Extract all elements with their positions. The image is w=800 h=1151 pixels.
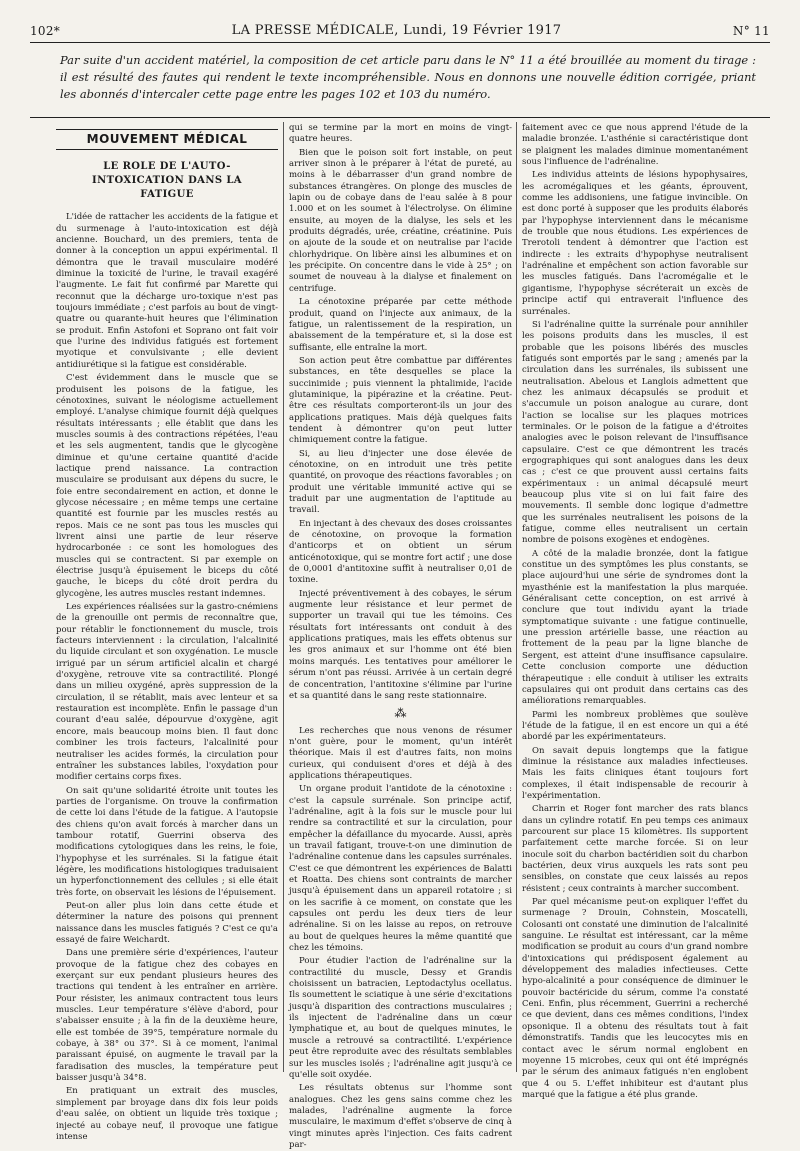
- paragraph: Dans une première série d'expériences, l'auteur provoque de la fatigue chez des cobayes en exerçant sur eux pendant plusieurs heures des tractions qui tendent à les entraîner en arrière. Pour résister, les animaux contractent tous leurs muscles. Leur température s'élève d'abord, pour s'abaisser ensuite ; à la fin de la deuxième heure, elle est tombée de 39°5, température normale du cobaye, à 38° ou 37°. Si à ce moment, l'animal paraissant épuisé, on augmente le travail par la faradisation des muscles, la température peut baisser jusqu'à 34°8.: [56, 948, 278, 1084]
- paragraph: Injecté préventivement à des cobayes, le sérum augmente leur résistance et leur permet de supporter un travail qui tue les témoins. Ces résultats fort intéressants ont conduit à des applications pratiques, mais les effets obtenus sur les gros animaux et sur l'homme ont été bien moins marqués. Les tentatives pour améliorer le sérum n'ont pas réussi. Arrivée à un certain degré de concentration, l'antitoxine s'élimine par l'urine et sa quantité dans le sang reste stationnaire.: [289, 588, 512, 701]
- column-divider: [516, 122, 517, 1072]
- header-rule: [30, 42, 770, 43]
- paragraph: A côté de la maladie bronzée, dont la fatigue constitue un des symptômes les plus constants, se place aujourd'hui une série de syndromes dont la myasthénie est la manifestation la plus marquée. Généralisant cette conception, on est arrivé à conclure que tout individu ayant la triade symptomatique suivante : une fatigue continuelle, une pression artérielle basse, une réaction au frottement de la peau par la ligne blanche de Sergent, est atteint d'une insuffisance capsulaire. Cette conclusion comporte une déduction thérapeutique : elle conduit à utiliser les extraits capsulaires qui ont produit dans certains cas des améliorations remarquables.: [522, 548, 748, 707]
- paragraph: Les individus atteints de lésions hypophysaires, les acromégaliques et les géants, éprouvent, comme les addisoniens, une fatigue invincible. On est donc porté à supposer que les produits élaborés par l'hypophyse interviennent dans le mécanisme de trouble que nous étudions. Les expériences de Trerotoli tendent à démontrer que l'action est indirecte : les extraits d'hypophyse neutralisent l'adrénaline et empêchent son action favorable sur les muscles fatigués. Dans l'acromégalie et le gigantisme, l'hypophyse sécréterait un excès de principe actif qui entraverait l'influence des surrénales.: [522, 170, 748, 317]
- paragraph: Parmi les nombreux problèmes que soulève l'étude de la fatigue, il en est encore un qui a été abordé par les expérimentateurs.: [522, 709, 748, 743]
- issue-number: N° 11: [732, 24, 770, 38]
- page-number: 102*: [30, 24, 61, 38]
- paragraph: La cénotoxine préparée par cette méthode produit, quand on l'injecte aux animaux, de la fatigue, un ralentissement de la respiration, un abaissement de la température et, si la dose est suffisante, elle entraîne la mort.: [289, 297, 512, 353]
- paragraph: Bien que le poison soit fort instable, on peut arriver sinon à le préparer à l'état de pureté, au moins à le débarrasser d'un grand nombre de substances étrangères. On plonge des muscles de lapin ou de cobaye dans de l'eau salée à 8 pour 1.000 et on les soumet à l'électrolyse. On élimine ensuite, au moyen de la dialyse, les sels et les produits dégradés, urée, créatine, créatinine. Puis on ajoute de la soude et on neutralise par l'acide chlorhydrique. On libère ainsi les albumines et on les précipite. On concentre dans le vide à 25° ; on soumet de nouveau à la dialyse et finalement on centrifuge.: [289, 147, 512, 294]
- paragraph: Un organe produit l'antidote de la cénotoxine : c'est la capsule surrénale. Son principe actif, l'adrénaline, agit à la fois sur le muscle pour lui rendre sa contractilité et sur la circulation, pour empêcher la défaillance du myocarde. Aussi, après un travail fatigant, trouve-t-on une diminution de l'adrénaline contenue dans les capsules surrénales. C'est ce que démontrent les expériences de Balatti et Roatta. Des chiens sont contraints de marcher jusqu'à épuisement dans un appareil rotatoire ; si on les sacrifie à ce moment, on constate que les capsules ont perdu les deux tiers de leur adrénaline. Si on les laisse au repos, on retrouve au bout de quelques heures la même quantité que chez les témoins.: [289, 784, 512, 954]
- column-2: [289, 123, 512, 1150]
- paragraph: Par quel mécanisme peut-on expliquer l'effet du surmenage ? Drouin, Cohnstein, Moscatelli, Colosanti ont constaté une diminution de l'alcalinité sanguine. Le résultat est intéressant, car la même modification se produit au cours d'un grand nombre d'intoxications qui prédisposent également au développement des maladies infectieuses. Cette hypo-alcalinité a pour conséquence de diminuer le pouvoir bactéricide du sérum, comme l'a constaté Ceni. Enfin, plus récemment, Guerrini a recherché ce que devient, dans ces mêmes conditions, l'index opsonique. Il a obtenu des résultats tout à fait démonstratifs. Tandis que les leucocytes mis en contact avec le sérum normal englobent en moyenne 15 microbes, ceux qui ont été imprégnés par le sérum des animaux fatigués n'en englobent que 4 ou 5. L'effet inhibiteur est d'autant plus marqué que la fatigue a été plus grande.: [522, 897, 748, 1100]
- paragraph: Charrin et Roger font marcher des rats blancs dans un cylindre rotatif. En peu temps ces animaux parcourent sur place 15 kilomètres. Ils supportent parfaitement cette marche forcée. Si on leur inocule soit du charbon bactéridien soit du charbon bactérien, deux virus auxquels les rats sont peu sensibles, on constate que ceux laissés au repos résistent ; ceux contraints à marcher succombent.: [522, 804, 748, 894]
- paragraph: L'idée de rattacher les accidents de la fatigue et du surmenage à l'auto-intoxication est déjà ancienne. Bouchard, un des premiers, tenta de donner à la conception un appui expérimental. Il démontra que le travail musculaire modéré diminue la toxicité de l'urine, le travail exagéré l'augmente. Le fait fut confirmé par Marette qui reconnut que la décharge uro-toxique n'est pas toujours immédiate ; c'est parfois au bout de vingt-quatre ou quarante-huit heures que l'élimination se produit. Enfin Astofoni et Soprano ont fait voir que l'urine des individus fatigués est fortement myotique et convulsivante ; elle devient antidiurétique si la fatigue est considérable.: [56, 212, 278, 370]
- column-divider: [283, 122, 284, 1072]
- article-title: LE ROLE DE L'AUTO-INTOXICATION DANS LA FATIGUE: [92, 161, 242, 201]
- running-header: [30, 12, 770, 38]
- paragraph: En injectant à des chevaux des doses croissantes de cénotoxine, on provoque la formation d'anticorps et on obtient un sérum anticénotoxique, qui se montre fort actif ; une dose de 0,0001 d'antitoxine suffit à neutraliser 0,01 de toxine.: [289, 518, 512, 586]
- paragraph: qui se termine par la mort en moins de vingt-quatre heures.: [289, 123, 512, 145]
- paragraph: Son action peut être combattue par différentes substances, en tête desquelles se place la succinimide ; puis viennent la phtalimide, l'acide glutaminique, la pipérazine et la créatine. Peut-être ces résultats comporteront-ils un jour des applications pratiques. Mais déjà quelques faits tendent à démontrer qu'on peut lutter chimiquement contre la fatigue.: [289, 355, 512, 446]
- paragraph: Peut-on aller plus loin dans cette étude et déterminer la nature des poisons qui prennent naissance dans les muscles fatigués ? C'est ce qu'a essayé de faire Weichardt.: [56, 900, 278, 945]
- paragraph: Si l'adrénaline quitte la surrénale pour annihiler les poisons produits dans les muscles, il est probable que les poisons libérés des muscles fatigués sont emportés par le sang ; amenés par la circulation dans les surrénales, ils subissent une neutralisation. Abelous et Langlois admettent que chez les animaux décapsulés se produit et s'accumule un poison analogue au curare, dont l'action se localise sur les plaques motrices terminales. Or le poison de la fatigue a d'étroites analogies avec le poison relevant de l'insuffisance capsulaire. C'est ce que démontrent les tracés ergographiques qui sont analogues dans les deux cas ; c'est ce que prouvent aussi certains faits expérimentaux : un animal décapsulé meurt beaucoup plus vite si on lui fait faire des mouvements. Il semble donc logique d'admettre que les surrénales neutralisent les poisons de la fatigue, comme elles neutralisent un certain nombre de poisons exogènes et endogènes.: [522, 319, 748, 546]
- paragraph: Les résultats obtenus sur l'homme sont analogues. Chez les gens sains comme chez les malades, l'adrénaline augmente la force musculaire, le maximum d'effet s'observe de cinq à vingt minutes après l'injection. Ces faits cadrent par-: [289, 1083, 512, 1150]
- paragraph: Les expériences réalisées sur la gastro-cnémiens de la grenouille ont permis de reconnaître que, pour rétablir le fonctionnement du muscle, trois facteurs interviennent : la circulation, l'alcalinité du liquide circulant et son oxygénation. Le muscle irrigué par un sérum artificiel alcalin et chargé d'oxygène, retrouve vite sa contractilité. Plongé dans un milieu oxygéné, après suppression de la circulation, il se rétablit, mais avec lenteur et sa restauration est incomplète. Enfin le passage d'un courant d'eau salée, dépourvue d'oxygène, agit encore, mais beaucoup moins bien. Il faut donc combiner les trois facteurs, l'alcalinité pour neutraliser les acides formés, la circulation pour entraîner les substances labiles, l'oxydation pour modifier certains corps fixes.: [56, 602, 278, 783]
- journal-title: LA PRESSE MÉDICALE, Lundi, 19 Février 1917: [231, 23, 562, 38]
- paragraph: En pratiquant un extrait des muscles, simplement par broyage dans dix fois leur poids d'eau salée, on obtient un liquide très toxique ; injecté au cobaye neuf, il provoque une fatigue intense: [56, 1086, 278, 1142]
- column-1: [56, 123, 278, 1142]
- paragraph: faitement avec ce que nous apprend l'étude de la maladie bronzée. L'asthénie si caractéristique dont se plaignent les malades diminue momentanément sous l'influence de l'adrénaline.: [522, 123, 748, 168]
- column-3: [522, 123, 748, 1100]
- erratum-notice: Par suite d'un accident matériel, la composition de cet article paru dans le N° 11 a été brouillée au moment du tirage : il est résulté des fautes qui rendent le texte incompréhensible. Nous en donnons une nouvelle édition corrigée, priant les abonnés d'intercaler cette page entre les pages 102 et 103 du numéro.: [60, 53, 756, 101]
- paragraph: On sait qu'une solidarité étroite unit toutes les parties de l'organisme. On trouve la confirmation de cette loi dans l'étude de la fatigue. A l'autopsie des chiens qu'on avait forcés à marcher dans un tambour rotatif, Guerrini observa des modifications cytologiques dans les reins, le foie, l'hypophyse et les surrénales. Si la fatigue était légère, les modifications histologiques traduisaient un hyperfonctionnement des cellules ; si elle était très forte, on observait les lésions de l'épuisement.: [56, 785, 278, 898]
- section-heading: MOUVEMENT MÉDICAL: [56, 129, 278, 150]
- paragraph: Si, au lieu d'injecter une dose élevée de cénotoxine, on en introduit une très petite quantité, on provoque des réactions favorables ; on produit une véritable immunité active qui se traduit par une augmentation de l'aptitude au travail.: [289, 448, 512, 516]
- paragraph: On savait depuis longtemps que la fatigue diminue la résistance aux maladies infectieuses. Mais les faits cliniques étant toujours fort complexes, il était indispensable de recourir à l'expérimentation.: [522, 745, 748, 801]
- paragraph: Les recherches que nous venons de résumer n'ont guère, pour le moment, qu'un intérêt théorique. Mais il est d'autres faits, non moins curieux, qui conduisent d'ores et déjà à des applications thérapeutiques.: [289, 725, 512, 781]
- paragraph: Pour étudier l'action de l'adrénaline sur la contractilité du muscle, Dessy et Grandis choisissent un batracien, Leptodactylus ocellatus. Ils soumettent le sciatique à une série d'excitations jusqu'à disparition des contractions musculaires ; ils injectent de l'adrénaline dans un cœur lymphatique et, au bout de quelques minutes, le muscle a retrouvé sa contractilité. L'expérience peut être reproduite avec des résultats semblables sur les muscles isolés ; l'adrénaline agit jusqu'à ce qu'elle soit oxydée.: [289, 956, 512, 1080]
- notice-rule: [30, 117, 770, 118]
- paragraph: C'est évidemment dans le muscle que se produisent les poisons de la fatigue, les cénotoxines, suivant le néologisme actuellement employé. L'analyse chimique fournit déjà quelques résultats intéressants ; elle établit que dans les muscles soumis à des contractions répétées, l'eau et les sels augmentent, tandis que le glycogène diminue et qu'une certaine quantité d'acide lactique prend naissance. La contraction musculaire se produisant aux dépens du sucre, le foie entre secondairement en action, et donne le glycose nécessaire ; en même temps une certaine quantité est fournie par les muscles restés au repos. Mais ce ne sont pas tous les muscles qui livrent ainsi une partie de leur réserve hydrocarbonée : ce sont les homologues des muscles qui se contractent. Si par exemple on électrise jusqu'à épuisement le biceps du côté gauche, le biceps du côté droit perdra du glycogène, les autres muscles restant indemnes.: [56, 373, 278, 599]
- section-ornament: ⁂: [394, 706, 407, 721]
